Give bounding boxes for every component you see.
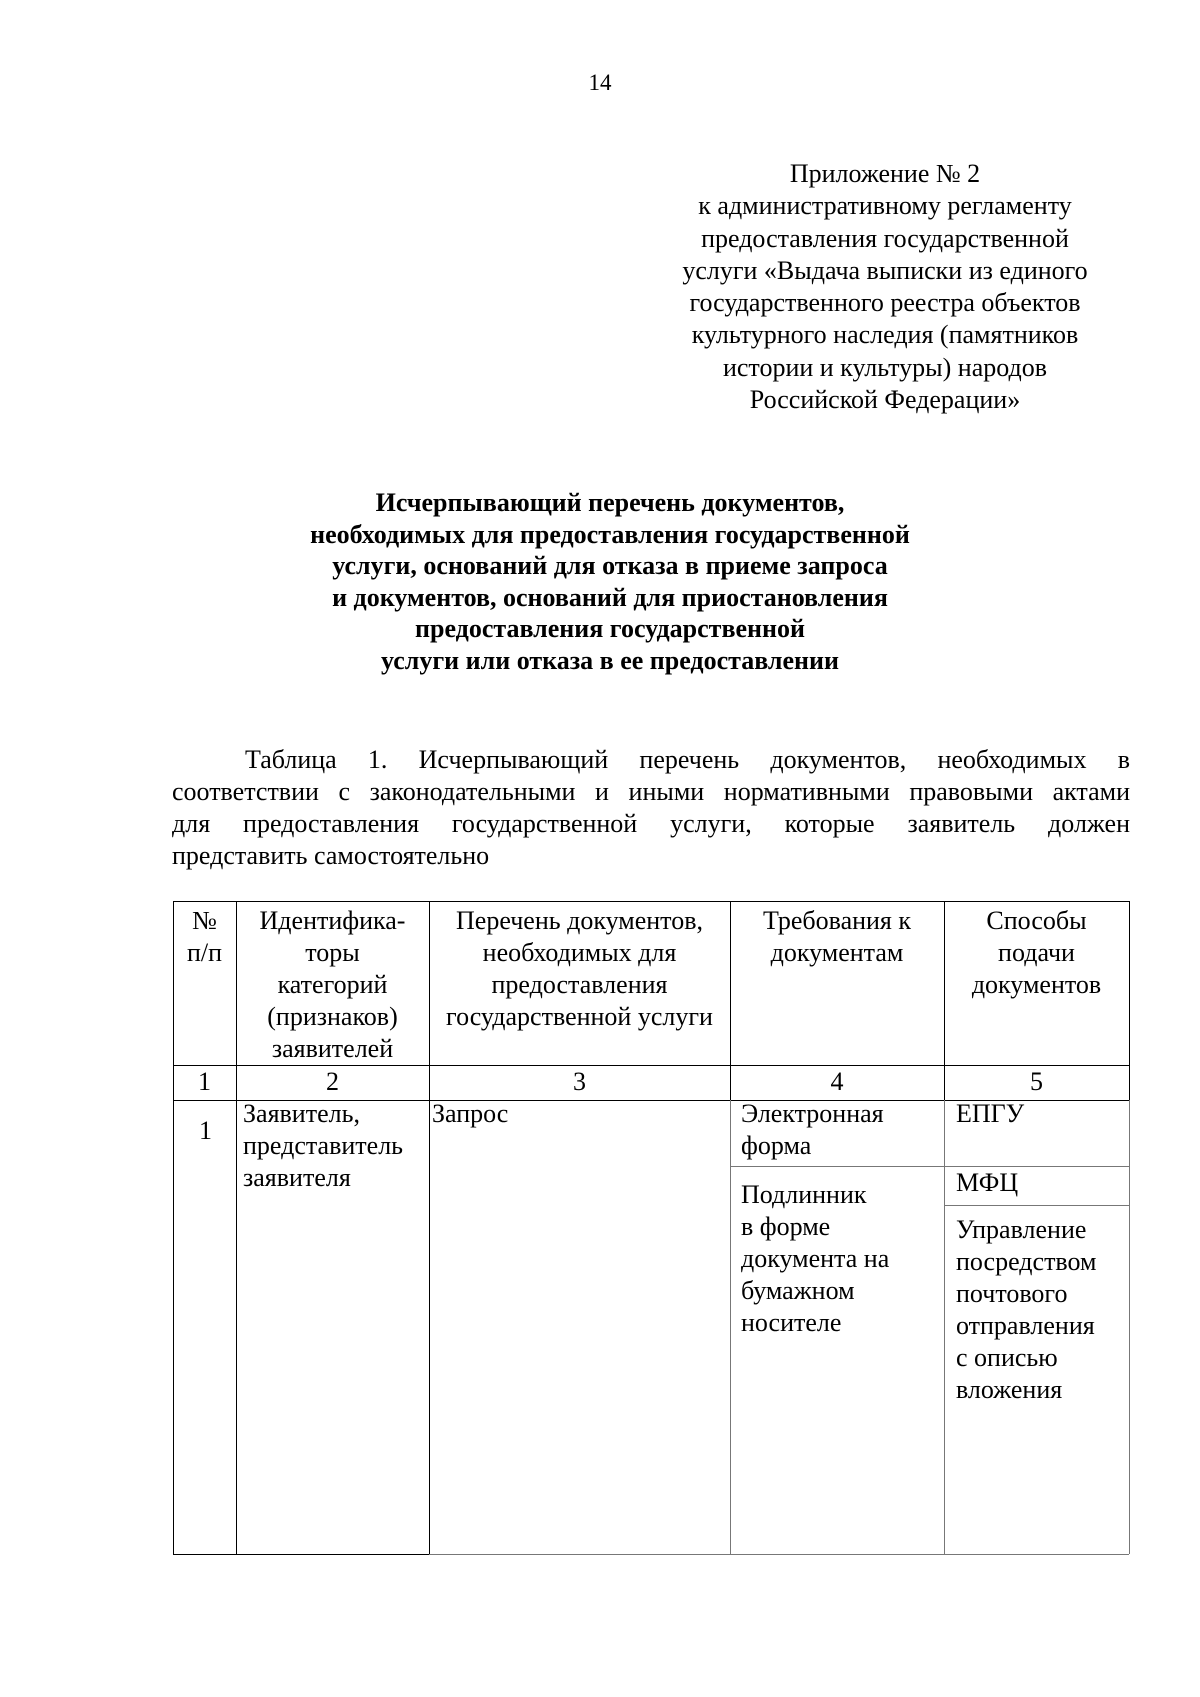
table-border <box>1129 1100 1130 1554</box>
title-line: Исчерпывающий перечень документов, <box>375 488 845 517</box>
appendix-line: истории и культуры) народов <box>722 352 1048 382</box>
appendix-line: Российской Федерации» <box>749 385 1021 415</box>
table-border <box>173 901 174 1554</box>
table-caption <box>172 744 1130 872</box>
column-number: 2 <box>326 1067 339 1096</box>
requirement-electronic: Электронная форма <box>741 1099 884 1160</box>
table-border <box>1129 901 1130 1100</box>
method-post: Управление посредством почтового отправления с описью вложения <box>956 1215 1097 1404</box>
appendix-line: государственного реестра объектов <box>689 288 1081 318</box>
table-border <box>173 1554 429 1555</box>
method-mfc: МФЦ <box>956 1168 1019 1197</box>
appendix-line: предоставления государственной <box>701 223 1069 253</box>
header-cell-requirements: Требования к документам <box>762 906 912 967</box>
appendix-line: Приложение № 2 <box>789 159 981 188</box>
header-cell-applicant: Идентифика- торы категорий (признаков) заявителей <box>259 906 406 1063</box>
requirement-original: Подлинник в форме документа на бумажном носителе <box>741 1180 890 1337</box>
title-line: услуги или отказа в ее предоставлении <box>381 645 839 675</box>
page-number: 14 <box>588 70 612 95</box>
header-cell-methods: Способы подачи документов <box>971 906 1102 999</box>
title-line: предоставления государственной <box>415 614 805 644</box>
table-border <box>730 1166 944 1167</box>
column-number: 1 <box>198 1067 211 1096</box>
title-line: и документов, оснований для приостановления <box>332 582 888 612</box>
appendix-line: услуги «Выдача выписки из единого <box>682 255 1088 285</box>
caption-line: представить самостоятельно <box>172 841 490 870</box>
table-border <box>944 1205 1129 1206</box>
caption-line: соответствии с законодательными и иными нормативными правовыми актами <box>172 777 1130 806</box>
appendix-line: культурного наследия (памятников <box>691 320 1079 350</box>
table-border <box>730 1100 731 1554</box>
row-number: 1 <box>199 1116 212 1145</box>
column-number: 3 <box>573 1067 586 1096</box>
caption-line: для предоставления государственной услуги, которые заявитель должен <box>172 809 1130 838</box>
column-number: 5 <box>1030 1067 1043 1096</box>
applicant-cell: Заявитель, представитель заявителя <box>243 1099 404 1192</box>
header-cell-documents: Перечень документов, необходимых для предоставления государственной услуги <box>446 906 713 1031</box>
caption-line: Таблица 1. Исчерпывающий перечень документов, необходимых в <box>245 745 1130 774</box>
header-cell-number: № п/п <box>186 906 223 967</box>
title-line: услуги, оснований для отказа в приеме запроса <box>332 551 888 581</box>
title-line: необходимых для предоставления государственной <box>310 519 910 549</box>
method-epgu: ЕПГУ <box>956 1099 1025 1128</box>
document-cell: Запрос <box>432 1099 509 1128</box>
column-number: 4 <box>830 1067 844 1096</box>
table-border <box>173 901 1129 902</box>
table-border <box>429 1554 1129 1555</box>
appendix-line: к административному регламенту <box>698 191 1072 221</box>
table-border <box>944 1100 945 1554</box>
document-title <box>200 487 1020 677</box>
appendix-header <box>640 158 1130 416</box>
